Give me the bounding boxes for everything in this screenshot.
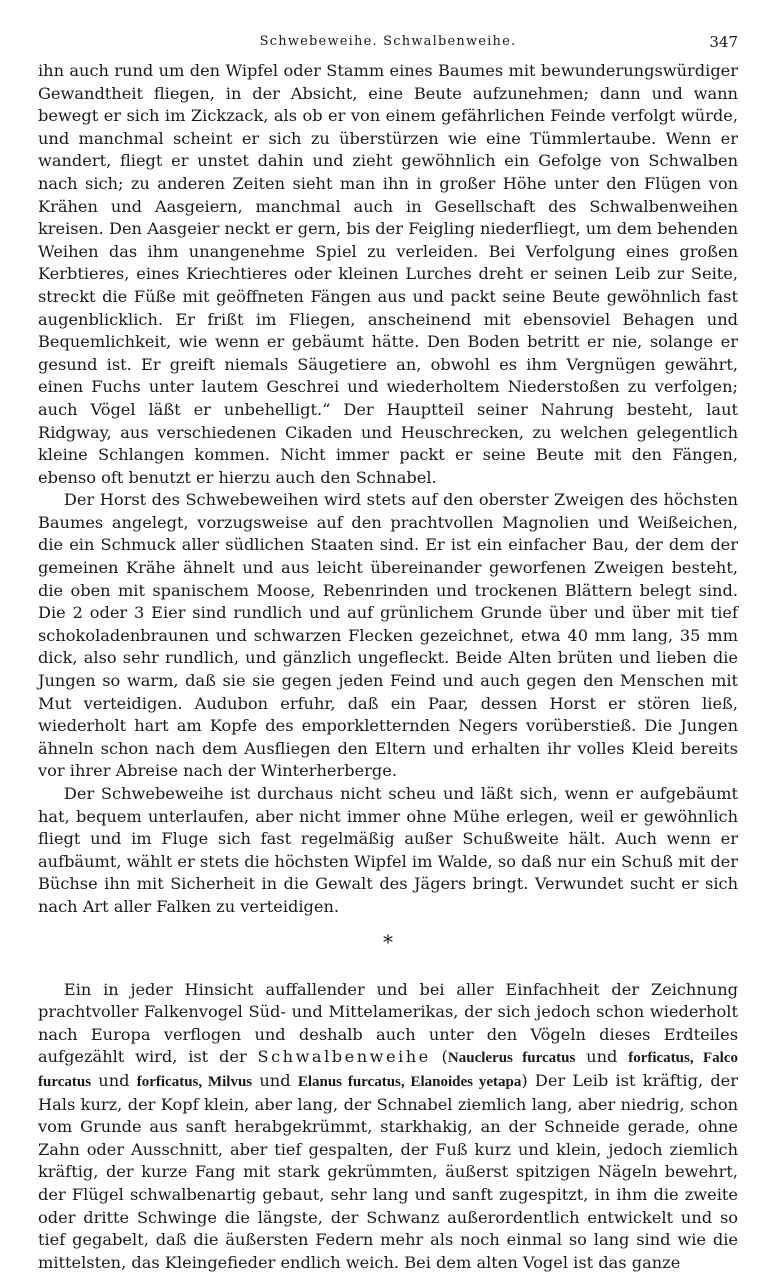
paragraph-swallow-kite <box>38 979 738 1274</box>
latin-name-2: forficatus, Falco furcatus <box>38 1050 739 1090</box>
close-paren: ) <box>521 1070 528 1090</box>
latin-name-4: Elanus furcatus, Elanoides yetapa <box>297 1073 522 1090</box>
description-text: Der Leib ist kräftig, der Hals kurz, der Kopf klein, aber lang, der Schnabel ziemlich lang, aber niedrig, schon vom Grunde aus sanft herabgekrümmt, starkhakig, an der Schneide gerade, ohne Zahn oder Ausschnitt, aber tief gespalten, der Fuß kurz und klein, jedoch ziemlich kräftig, der kurze Fang mit stark gekrümmten, äußerst spitzigen Nägeln bewehrt, der Flügel schwalbenartig gebaut, sehr lang und sanft zugespitzt, in ihm die zweite oder dritte Schwinge die längste, der Schwanz außerordentlich entwickelt und so tief gegabelt, daß die äußersten Federn mehr als noch einmal so lang sind wie die mittelsten, das Kleingefieder endlich weich. Bei dem alten Vogel ist das ganze <box>38 1070 738 1272</box>
latin-name-1: Nauclerus furcatus <box>447 1050 576 1067</box>
connector-2: und <box>91 1070 137 1090</box>
body-text <box>38 60 738 1274</box>
latin-name-3: forficatus, Milvus <box>136 1073 253 1090</box>
running-head: Schwebeweihe. Schwalbenweihe. <box>259 34 517 49</box>
page-number: 347 <box>709 33 738 51</box>
section-separator: * <box>383 929 393 954</box>
open-paren: ( <box>430 1047 448 1067</box>
connector-1: und <box>575 1047 629 1067</box>
paragraph-hunting: Der Schwebeweihe ist durchaus nicht scheu und läßt sich, wenn er aufgebäumt hat, bequem unterlaufen, aber nicht immer ohne Mühe erlegen, weil er gewöhnlich fliegt und im Fluge sich fast regelmäßig außer Schußweite hält. Auch wenn er aufbäumt, wählt er stets die höchsten Wipfel im Walde, so daß nur ein Schuß mit der Büchse ihn mit Sicherheit in die Gewalt des Jägers bringt. Verwundet sucht er sich nach Art aller Falken zu verteidigen. <box>38 784 738 916</box>
species-name: Schwalbenweihe <box>257 1047 431 1067</box>
paragraph-continued: ihn auch rund um den Wipfel oder Stamm eines Baumes mit bewunderungswürdiger Gewandtheit fliegen, in der Absicht, eine Beute aufzunehmen; dann und wann bewegt er sich im Zickzack, als ob er von einem gefährlichen Feinde verfolgt würde, und manchmal scheint er sich zu überstürzen wie eine Tümmlertaube. Wenn er wandert, fliegt er unstet dahin und zieht gewöhnlich ein Gefolge von Schwalben nach sich; zu anderen Zeiten sieht man ihn in großer Höhe unter den Flügen von Krähen und Aasgeiern, manchmal auch in Gesellschaft des Schwalbenweihen kreisen. Den Aasgeier neckt er gern, bis der Feigling niederfliegt, um dem behenden Weihen das ihm unangenehme Spiel zu verleiden. Bei Verfolgung eines großen Kerbtieres, eines Kriechtieres oder kleinen Lurches dreht er seinen Leib zur Seite, streckt die Füße mit geöffneten Fängen aus und packt seine Beute gewöhnlich fast augenblicklich. Er frißt im Fliegen, anscheinend mit ebensoviel Behagen und Bequemlichkeit, wie wenn er gebäumt hätte. Den Boden betritt er nie, solange er gesund ist. Er greift niemals Säugetiere an, obwohl es ihm Vergnügen gewährt, einen Fuchs unter lautem Geschrei und wiederholtem Niederstoßen zu verfolgen; auch Vögel läßt er unbehelligt.“ Der Hauptteil seiner Nahrung besteht, laut Ridgway, aus verschiedenen Cikaden und Heuschrecken, zu welchen gelegentlich kleine Schlangen kommen. Nicht immer packt er seine Beute mit den Fängen, ebenso oft benutzt er hierzu auch den Schnabel. <box>38 61 738 487</box>
paragraph-nest: Der Horst des Schwebeweihen wird stets auf den oberster Zweigen des höchsten Baumes angelegt, vorzugsweise auf den prachtvollen Magnolien und Weißeichen, die ein Schmuck aller südlichen Staaten sind. Er ist ein einfacher Bau, der dem der gemeinen Krähe ähnelt und aus leicht übereinander geworfenen Zweigen besteht, die oben mit spanischem Moose, Rebenrinden und trockenen Blättern belegt sind. Die 2 oder 3 Eier sind rundlich und auf grünlichem Grunde über und über mit tief schokoladenbraunen und schwarzen Flecken gezeichnet, etwa 40 mm lang, 35 mm dick, also sehr rundlich, und gänzlich ungefleckt. Beide Alten brüten und lieben die Jungen so warm, daß sie sie gegen jeden Feind und auch gegen den Menschen mit Mut verteidigen. Audubon erfuhr, daß ein Paar, dessen Horst er stören ließ, wiederholt hart am Kopfe des emporkletternden Negers vorüberstieß. Die Jungen ähneln schon nach dem Ausfliegen den Eltern und erhalten ihr volles Kleid bereits vor ihrer Abreise nach der Winterherberge. <box>38 490 738 781</box>
page-header <box>38 0 738 60</box>
book-page <box>38 0 739 1272</box>
connector-3: und <box>252 1070 298 1090</box>
intro-text: Ein in jeder Hinsicht auffallender und bei aller Einfachheit der Zeichnung prachtvoller Falkenvogel Süd- und Mittelamerikas, der sich jedoch schon wiederholt nach Europa verflogen und deshalb auch unter den Vögeln dieses Erdteiles aufgezählt wird, ist der <box>38 979 738 1067</box>
